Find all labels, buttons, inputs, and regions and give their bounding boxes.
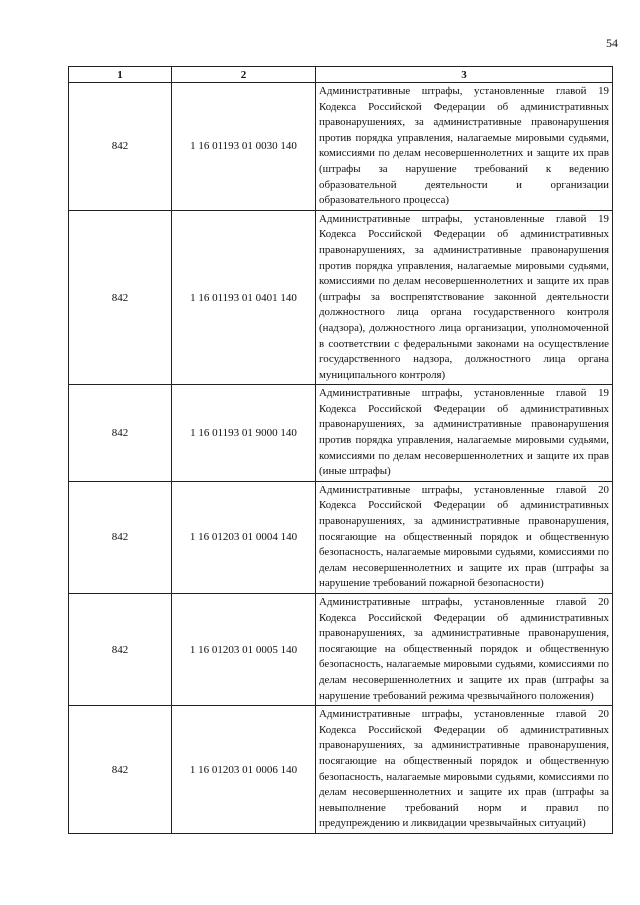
table-row [69,385,613,482]
description-cell: Административные штрафы, установленные главой 20 Кодекса Российской Федерации об административных правонарушениях, за административные правонарушения, посягающие на общественный порядок и общественную безопасность, налагаемые мировыми судьями, комиссиями по делам несовершеннолетних и защите их прав (штрафы за невыполнение требований норм и правил по предупреждению и ликвидации чрезвычайных ситуаций) [316,706,613,834]
document-table [68,66,613,834]
budget-code-cell: 1 16 01203 01 0006 140 [172,706,316,834]
budget-code-cell: 1 16 01193 01 0401 140 [172,210,316,385]
table-row [69,706,613,834]
admin-code-cell: 842 [69,594,172,706]
description-cell: Административные штрафы, установленные главой 19 Кодекса Российской Федерации об административных правонарушениях, за административные правонарушения против порядка управления, налагаемые мировыми судьями, комиссиями по делам несовершеннолетних и защите их прав (иные штрафы) [316,385,613,482]
table-header-row [69,67,613,83]
admin-code-cell: 842 [69,481,172,593]
budget-code-cell: 1 16 01193 01 0030 140 [172,83,316,211]
column-header-2: 2 [172,67,316,83]
table-row [69,210,613,385]
admin-code-cell: 842 [69,83,172,211]
admin-code-cell: 842 [69,385,172,482]
column-header-3: 3 [316,67,613,83]
description-cell: Административные штрафы, установленные главой 19 Кодекса Российской Федерации об административных правонарушениях, за административные правонарушения против порядка управления, налагаемые мировыми судьями, комиссиями по делам несовершеннолетних и защите их прав (штрафы за нарушение требований к ведению образовательной деятельности и организации образовательного процесса) [316,83,613,211]
description-cell: Административные штрафы, установленные главой 20 Кодекса Российской Федерации об административных правонарушениях, за административные правонарушения, посягающие на общественный порядок и общественную безопасность, налагаемые мировыми судьями, комиссиями по делам несовершеннолетних и защите их прав (штрафы за нарушение требований режима чрезвычайного положения) [316,594,613,706]
budget-code-cell: 1 16 01193 01 9000 140 [172,385,316,482]
page-number: 54 [606,36,618,50]
admin-code-cell: 842 [69,706,172,834]
admin-code-cell: 842 [69,210,172,385]
budget-code-cell: 1 16 01203 01 0005 140 [172,594,316,706]
table-row [69,481,613,593]
description-cell: Административные штрафы, установленные главой 20 Кодекса Российской Федерации об административных правонарушениях, за административные правонарушения, посягающие на общественный порядок и общественную безопасность, налагаемые мировыми судьями, комиссиями по делам несовершеннолетних и защите их прав (штрафы за нарушение требований пожарной безопасности) [316,481,613,593]
column-header-1: 1 [69,67,172,83]
table-row [69,594,613,706]
table-row [69,83,613,211]
description-cell: Административные штрафы, установленные главой 19 Кодекса Российской Федерации об административных правонарушениях, за административные правонарушения против порядка управления, налагаемые мировыми судьями, комиссиями по делам несовершеннолетних и защите их прав (штрафы за воспрепятствование законной деятельности должностного лица органа государственного контроля (надзора), должностного лица организации, уполномоченной в соответствии с федеральными законами на осуществление государственного надзора, должностного лица органа муниципального контроля) [316,210,613,385]
budget-code-cell: 1 16 01203 01 0004 140 [172,481,316,593]
